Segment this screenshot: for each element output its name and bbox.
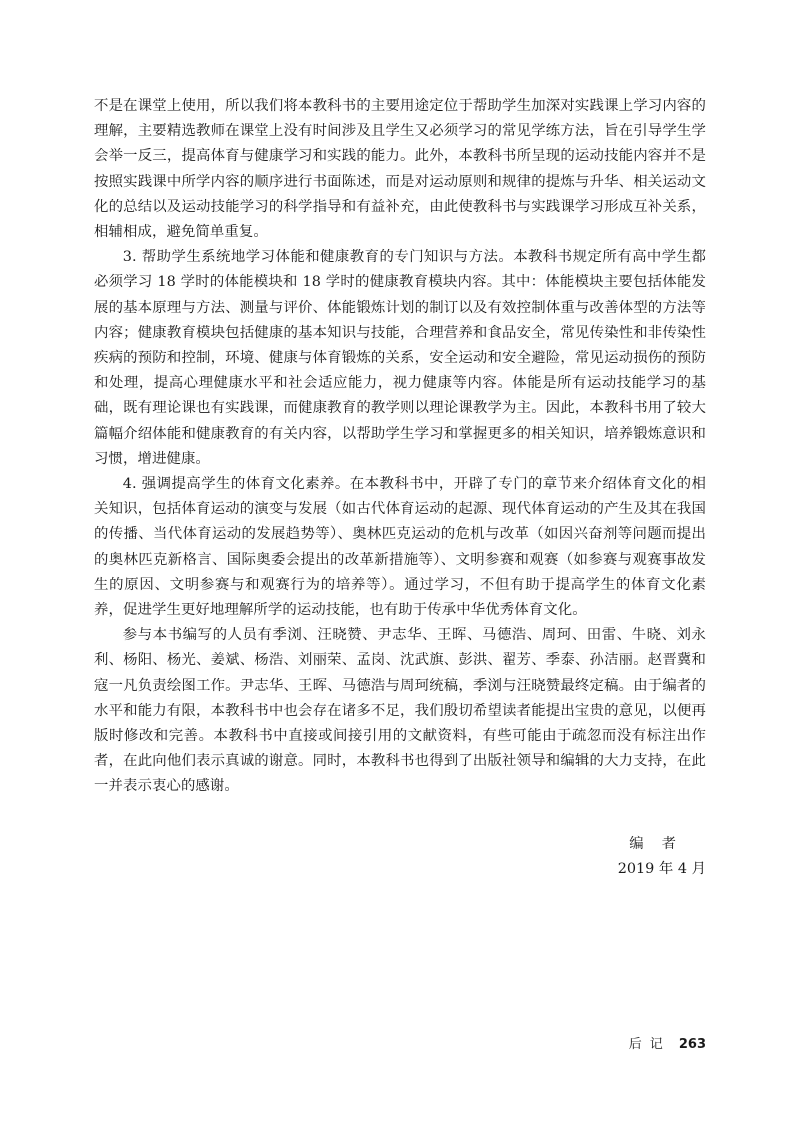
signature-editor: 编者 — [629, 836, 694, 852]
footer-section-title: 后记 — [628, 1037, 671, 1052]
paragraph-4: 参与本书编写的人员有季浏、汪晓赞、尹志华、王晖、马德浩、周珂、田雷、牛晓、刘永利、杨阳、杨光、姜斌、杨浩、刘丽荣、孟岗、沈武旗、彭洪、翟芳、季泰、孙洁丽。赵晋冀和寇一凡负责绘图工作。尹志华、王晖、马德浩与周珂统稿，季浏与汪晓赞最终定稿。由于编者的水平和能力有限，本教科书中也会存在诸多不足，我们殷切希望读者能提出宝贵的意见，以便再版时修改和完善。本教科书中直接或间接引用的文献资料，有些可能由于疏忽而没有标注出作者，在此向他们表示真诚的谢意。同时，本教科书也得到了出版社领导和编辑的大力支持，在此一并表示衷心的感谢。 — [94, 627, 706, 795]
signature-date: 2019 年 4 月 — [617, 861, 706, 878]
paragraph-3: 4. 强调提高学生的体育文化素养。在本教科书中，开辟了专门的章节来介绍体育文化的相关知识，包括体育运动的演变与发展（如古代体育运动的起源、现代体育运动的产生及其在我国的传播、当代体育运动的发展趋势等）、奥林匹克运动的危机与改革（如因兴奋剂等问题而提出的奥林匹克新格言、国际奥委会提出的改革新措施等）、文明参赛和观赛（如参赛与观赛事故发生的原因、文明参赛与和观赛行为的培养等）。通过学习，不但有助于提高学生的体育文化素养，促进学生更好地理解所学的运动技能，也有助于传承中华优秀体育文化。 — [94, 476, 706, 619]
page-footer — [629, 1036, 706, 1054]
body-text — [94, 94, 706, 800]
signature-block — [618, 832, 706, 882]
paragraph-2: 3. 帮助学生系统地学习体能和健康教育的专门知识与方法。本教科书规定所有高中学生都必须学习 18 学时的体能模块和 18 学时的健康教育模块内容。其中：体能模块主要包括体能发展的基本原理与方法、测量与评价、体能锻炼计划的制订以及有效控制体重与改善体型的方法等内容；健康教育模块包括健康的基本知识与技能，合理营养和食品安全，常见传染性和非传染性疾病的预防和控制，环境、健康与体育锻炼的关系，安全运动和安全避险，常见运动损伤的预防和处理，提高心理健康水平和社会适应能力，视力健康等内容。体能是所有运动技能学习的基础，既有理论课也有实践课，而健康教育的教学则以理论课教学为主。因此，本教科书用了较大篇幅介绍体能和健康教育的有关内容，以帮助学生学习和掌握更多的相关知识，培养锻炼意识和习惯，增进健康。 — [94, 249, 706, 467]
page-number: 263 — [678, 1037, 706, 1052]
paragraph-1: 不是在课堂上使用，所以我们将本教科书的主要用途定位于帮助学生加深对实践课上学习内容的理解，主要精选教师在课堂上没有时间涉及且学生又必须学习的常见学练方法，旨在引导学生学会举一反三，提高体育与健康学习和实践的能力。此外，本教科书所呈现的运动技能内容并不是按照实践课中所学内容的顺序进行书面陈述，而是对运动原则和规律的提炼与升华、相关运动文化的总结以及运动技能学习的科学指导和有益补充，由此使教科书与实践课学习形成互补关系，相辅相成，避免简单重复。 — [94, 98, 706, 241]
